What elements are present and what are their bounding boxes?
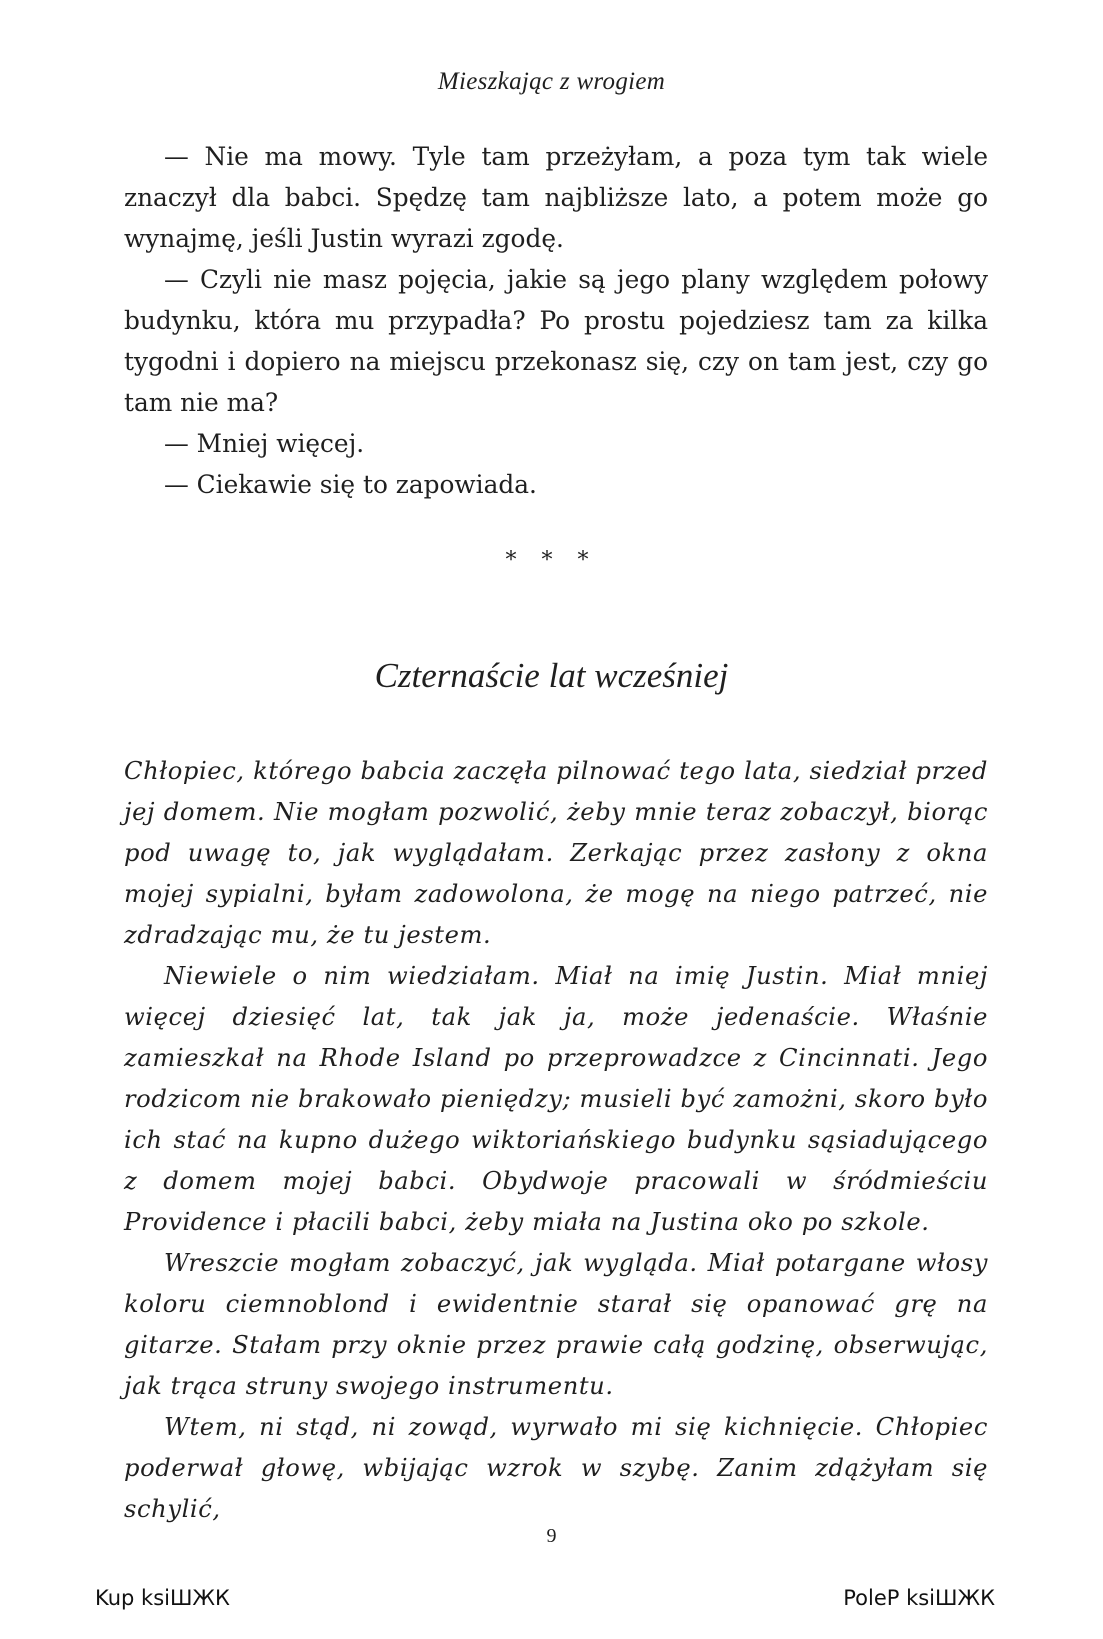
chapter-title: Czternaście lat wcześniej — [374, 656, 729, 695]
dialogue-paragraph: — Ciekawie się to zapowiada. — [164, 470, 537, 499]
dialogue-paragraph: — Nie ma mowy. Tyle tam przeżyłam, a poza tym tak wiele znaczył dla babci. Spędzę tam najbliższe lato, a potem może go wynajmę, jeśli Justin wyrazi zgodę. — [124, 142, 988, 253]
page-number: 9 — [546, 1525, 557, 1547]
flashback-paragraph: Niewiele o nim wiedziałam. Miał na imię Justin. Miał mniej więcej dziesięć lat, tak jak ja, może jedenaście. Właśnie zamieszkał na Rhode Island po przeprowadzce z Cincinnati. Jego rodzicom nie brakowało pieniędzy; musieli być zamożni, skoro było ich stać na kupno dużego wiktoriańskiego budynku sąsiadującego z domem mojej babci. Obydwoje pracowali w śródmieściu Providence i płacili babci, żeby miała na Justina oko po szkole. — [124, 962, 988, 1236]
buy-book-link[interactable]: Kup ksiШЖК — [95, 1586, 230, 1610]
dialogue-block — [124, 136, 988, 505]
flashback-paragraph: Wtem, ni stąd, ni zowąd, wyrwało mi się kichnięcie. Chłopiec poderwał głowę, wbijając wzrok w szybę. Zanim zdążyłam się schylić, — [124, 1413, 988, 1523]
section-separator: * * * — [505, 548, 598, 573]
flashback-paragraph: Wreszcie mogłam zobaczyć, jak wygląda. Miał potargane włosy koloru ciemnoblond i ewidentnie starał się opanować grę na gitarze. Stałam przy oknie przez prawie całą godzinę, obserwując, jak trąca struny swojego instrumentu. — [124, 1249, 988, 1400]
flashback-block — [124, 751, 988, 1530]
dialogue-paragraph: — Mniej więcej. — [164, 429, 365, 458]
recommend-book-link[interactable]: PoleР ksiШЖК — [843, 1586, 995, 1610]
flashback-paragraph: Chłopiec, którego babcia zaczęła pilnować tego lata, siedział przed jej domem. Nie mogłam pozwolić, żeby mnie teraz zobaczył, biorąc pod uwagę to, jak wyglądałam. Zerkając przez zasłony z okna mojej sypialni, byłam zadowolona, że mogę na niego patrzeć, nie zdradzając mu, że tu jestem. — [124, 757, 988, 949]
dialogue-paragraph: — Czyli nie masz pojęcia, jakie są jego plany względem połowy budynku, która mu przypadła? Po prostu pojedziesz tam za kilka tygodni i dopiero na miejscu przekonasz się, czy on tam jest, czy go tam nie ma? — [124, 265, 988, 417]
running-head: Mieszkając z wrogiem — [437, 68, 666, 95]
